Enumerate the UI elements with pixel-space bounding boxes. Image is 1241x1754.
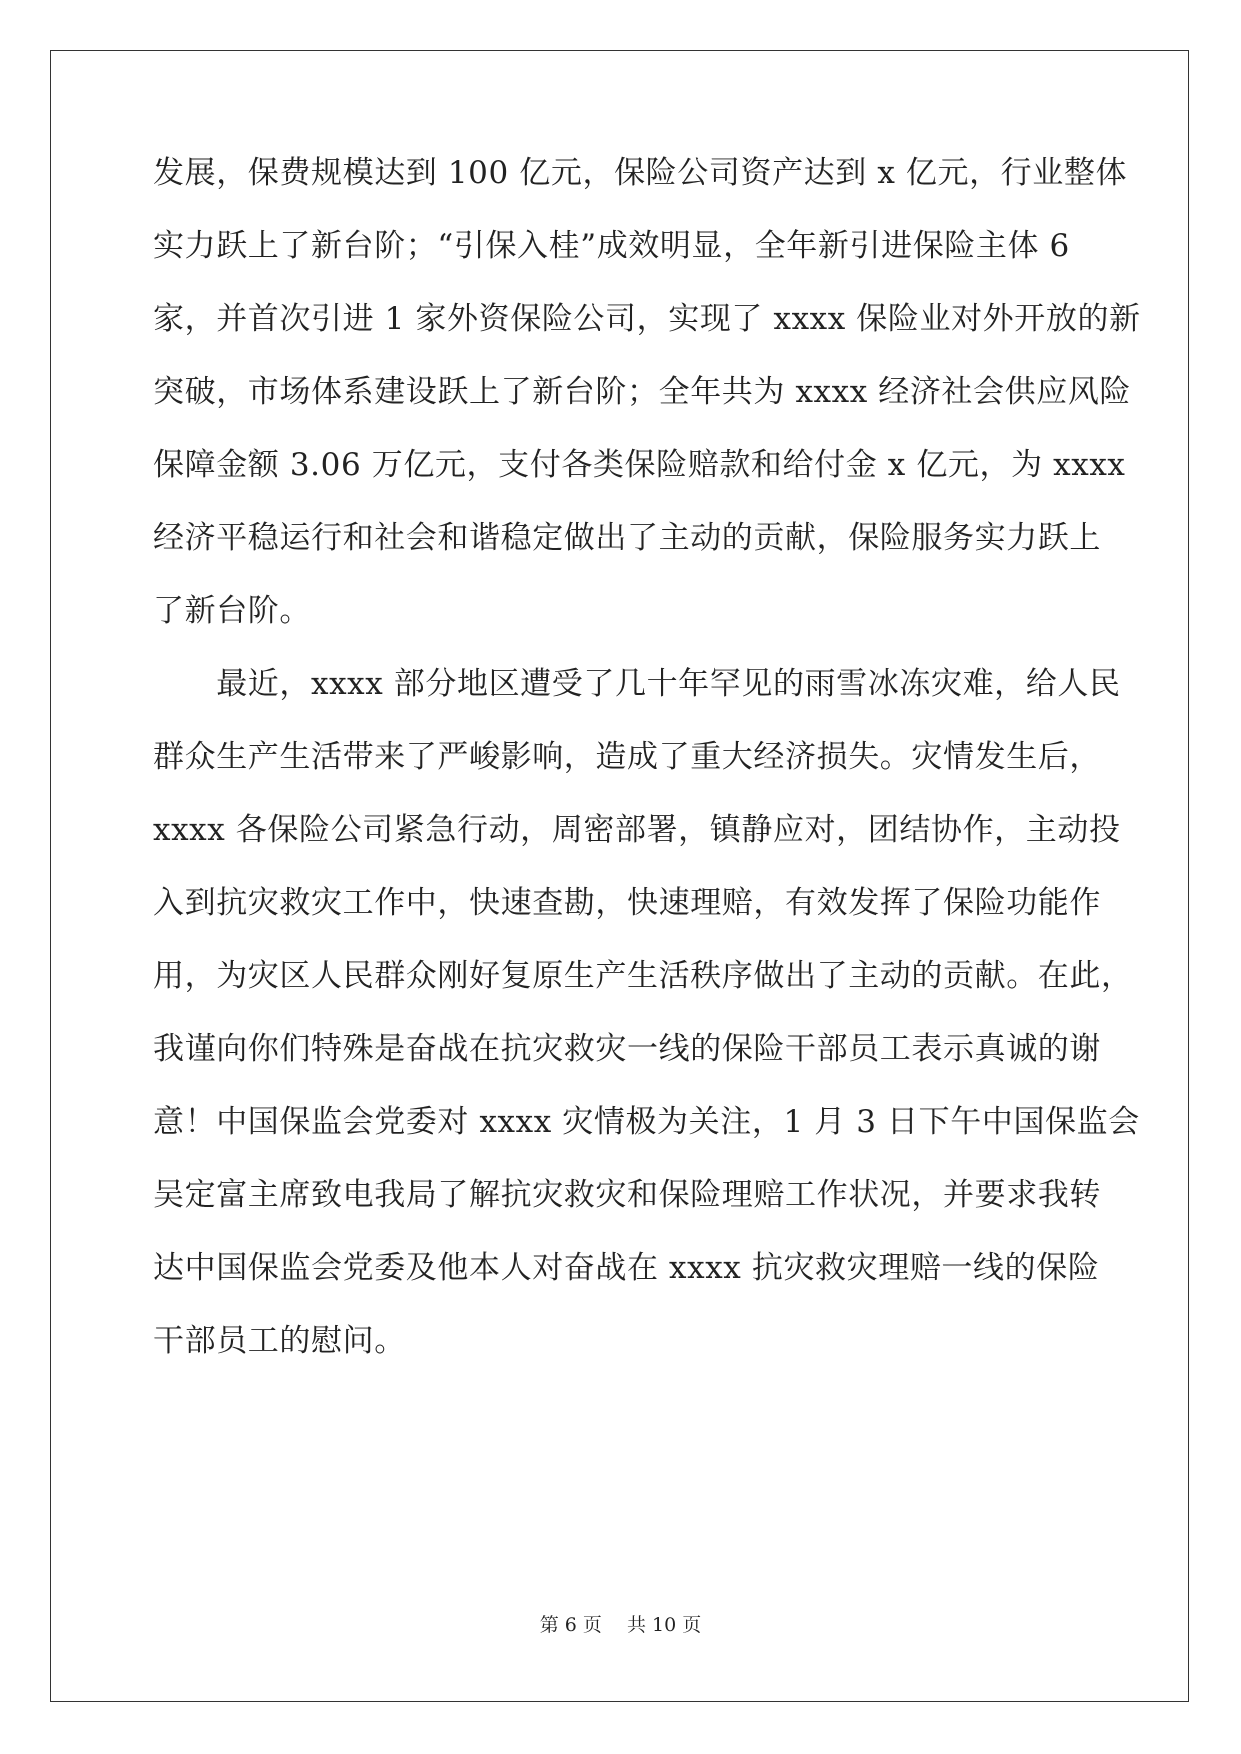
- text-line: 经济平稳运行和社会和谐稳定做出了主动的贡献，保险服务实力跃上: [153, 520, 1101, 556]
- text-line: 最近，xxxx 部分地区遭受了几十年罕见的雨雪冰冻灾难，给人民: [153, 666, 1121, 702]
- text-line: 意！中国保监会党委对 xxxx 灾情极为关注，1 月 3 日下午中国保监会: [153, 1104, 1140, 1140]
- page-number: 第 6 页 共 10 页: [539, 1614, 702, 1636]
- text-line: 用，为灾区人民群众刚好复原生产生活秩序做出了主动的贡献。在此，: [153, 958, 1133, 994]
- text-line: 家，并首次引进 1 家外资保险公司，实现了 xxxx 保险业对外开放的新: [153, 301, 1141, 337]
- text-line: 我谨向你们特殊是奋战在抗灾救灾一线的保险干部员工表示真诚的谢: [153, 1031, 1101, 1067]
- text-line: 达中国保监会党委及他本人对奋战在 xxxx 抗灾救灾理赔一线的保险: [153, 1250, 1100, 1286]
- text-line: 突破，市场体系建设跃上了新台阶；全年共为 xxxx 经济社会供应风险: [153, 374, 1132, 410]
- text-line: 吴定富主席致电我局了解抗灾救灾和保险理赔工作状况，并要求我转: [153, 1177, 1101, 1213]
- text-line: 入到抗灾救灾工作中，快速查勘，快速理赔，有效发挥了保险功能作: [153, 885, 1101, 921]
- text-line: 保障金额 3.06 万亿元，支付各类保险赔款和给付金 x 亿元，为 xxxx: [153, 447, 1126, 483]
- text-line: 发展，保费规模达到 100 亿元，保险公司资产达到 x 亿元，行业整体: [153, 155, 1128, 191]
- text-line: 了新台阶。: [153, 593, 311, 629]
- text-line: 实力跃上了新台阶；“引保入桂”成效明显，全年新引进保险主体 6: [153, 228, 1070, 264]
- text-line: 群众生产生活带来了严峻影响，造成了重大经济损失。灾情发生后，: [153, 739, 1101, 775]
- text-line: 干部员工的慰问。: [153, 1323, 406, 1359]
- text-line: xxxx 各保险公司紧急行动，周密部署，镇静应对，团结协作，主动投: [153, 812, 1121, 848]
